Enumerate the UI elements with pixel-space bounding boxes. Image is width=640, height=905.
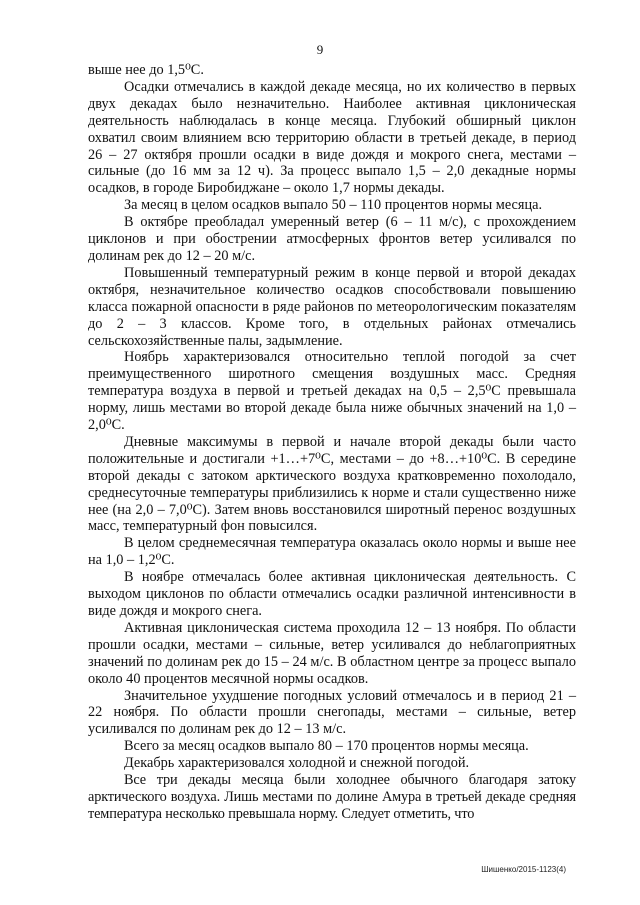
- paragraph-november-precipitation-total: Всего за месяц осадков выпало 80 – 170 процентов нормы месяца.: [124, 738, 529, 755]
- page-number: 9: [316, 42, 324, 57]
- paragraph-november-21-22: Значительное ухудшение погодных условий отмечалось и в период 21 – 22 ноября. По области прошли снегопады, местами – сильные, ветер усиливался по долинам рек до 12 – 13 м/с.: [88, 687, 576, 738]
- paragraph-october-wind: В октябре преобладал умеренный ветер (6 – 11 м/с), с прохождением циклонов и при обострении атмосферных фронтов ветер усиливался по долинам рек до 12 – 20 м/с.: [88, 214, 576, 264]
- paragraph-november-temperature: Ноябрь характеризовался относительно теплой погодой за счет преимущественного широтного смещения воздушных масс. Средняя температура воздуха в первой и третьей декадах на 0,5 – 2,5⁰С превышала норму, лишь местами во второй декаде была ниже обычных значений на 1,0 – 2,0⁰С.: [88, 349, 576, 434]
- document-body: [88, 62, 576, 823]
- paragraph-continuation: выше нее до 1,5⁰С.: [88, 62, 204, 78]
- footer-document-code: Шишенко/2015-1123(4): [481, 865, 566, 874]
- paragraph-november-mean-temperature: В целом среднемесячная температура оказалась около нормы и выше нее на 1,0 – 1,2⁰С.: [88, 535, 576, 569]
- paragraph-october-precipitation: Осадки отмечались в каждой декаде месяца, но их количество в первых двух декадах было незначительно. Наиболее активная циклоническая деятельность наблюдалась в конце месяца. Глубокий обширный циклон охватил своим влиянием всю территорию области в третьей декаде, в период 26 – 27 октября прошли осадки в виде дождя и мокрого снега, местами – сильные (до 16 мм за 12 ч). За процесс выпало 1,5 – 2,0 декадные нормы осадков, в городе Биробиджане – около 1,7 нормы декады.: [88, 78, 576, 197]
- paragraph-october-monthly-precipitation: За месяц в целом осадков выпало 50 – 110 процентов нормы месяца.: [124, 197, 543, 214]
- paragraph-november-cyclones: В ноябре отмечалась более активная циклоническая деятельность. С выходом циклонов по области отмечались осадки различной интенсивности в виде дождя и мокрого снега.: [88, 569, 576, 619]
- paragraph-december-intro: Декабрь характеризовался холодной и снежной погодой.: [124, 755, 470, 772]
- paragraph-november-12-13: Активная циклоническая система проходила 12 – 13 ноября. По области прошли осадки, местами – сильные, ветер усиливался до неблагоприятных значений по долинам рек до 15 – 24 м/с. В областном центре за процесс выпало около 40 процентов месячной нормы осадков.: [88, 619, 576, 687]
- paragraph-december-decades: Все три декады месяца были холоднее обычного благодаря затоку арктического воздуха. Лишь местами по долине Амура в третьей декаде средняя температура несколько превышала норму. Следует отметить, что: [88, 772, 576, 822]
- paragraph-november-maximums: Дневные максимумы в первой и начале второй декады были часто положительные и достигали +1…+7⁰С, местами – до +8…+10⁰С. В середине второй декады с затоком арктического воздуха кратковременно похолодало, среднесуточные температуры приблизились к норме и стали существенно ниже нее (на 2,0 – 7,0⁰С). Затем вновь восстановился широтный перенос воздушных масс, температурный фон повысился.: [88, 433, 576, 535]
- paragraph-fire-danger: Повышенный температурный режим в конце первой и второй декадах октября, незначительное количество осадков способствовали повышению класса пожарной опасности в ряде районов по метеорологическим показателям до 2 – 3 классов. Кроме того, в отдельных районах отмечались сельскохозяйственные палы, задымление.: [88, 264, 576, 349]
